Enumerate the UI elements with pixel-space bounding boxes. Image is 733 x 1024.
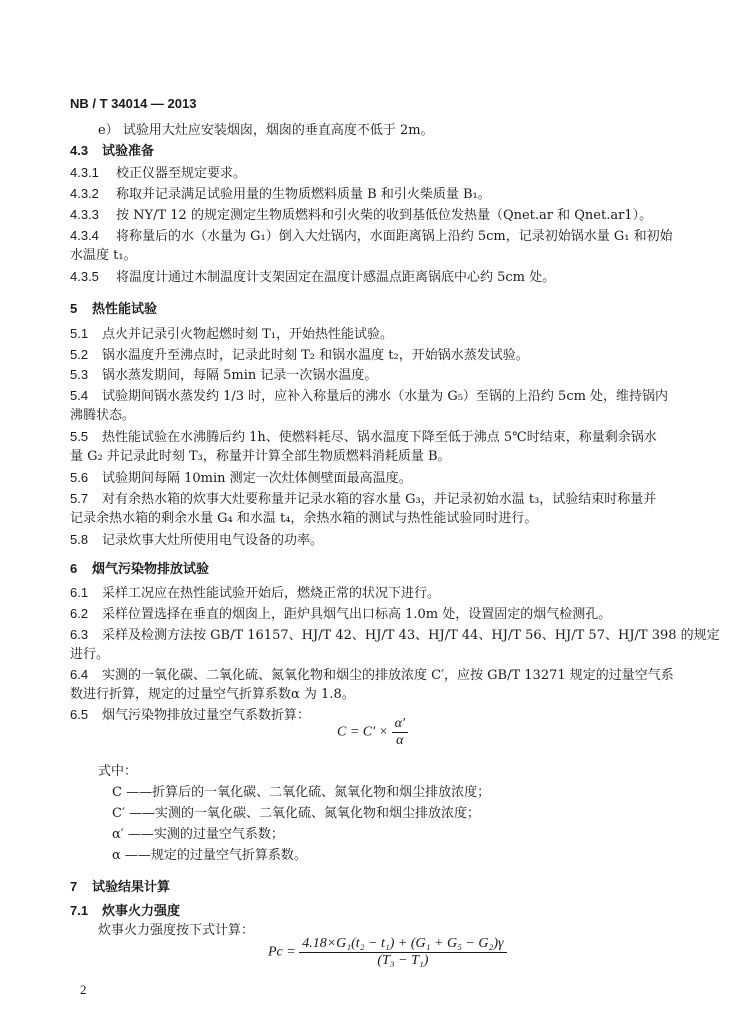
clause-6-2 [70, 605, 611, 624]
clause-text: 热性能试验在水沸腾后约 1h、使燃料耗尽、锅水温度下降至低于沸点 5℃时结束，称量剩余锅水 [102, 430, 657, 445]
clause-number: 5.3 [70, 367, 89, 382]
clause-text: 对有余热水箱的炊事大灶要称量并记录水箱的容水量 G₃，并记录初始水温 t₃，试验结束时称量并 [102, 492, 657, 507]
clause-5-7-cont: 记录余热水箱的剩余水量 G₄ 和水温 t₄，余热水箱的测试与热性能试验同时进行。 [70, 511, 538, 526]
clause-text: 记录炊事大灶所使用电气设备的功率。 [102, 533, 324, 548]
section-7-1-heading [70, 902, 180, 920]
clause-6-4 [70, 666, 674, 685]
clause-number: 6.1 [70, 585, 89, 600]
clause-number: 4.3.3 [70, 207, 99, 222]
section-title: 试验结果计算 [92, 879, 171, 894]
clause-number: 6.2 [70, 606, 89, 621]
clause-6-3 [70, 626, 720, 645]
clause-5-1 [70, 325, 393, 344]
clause-text: 将称量后的水（水量为 G₁）倒入大灶锅内，水面距离锅上沿约 5cm，记录初始锅水量 G₁ 和初始 [116, 229, 673, 244]
clause-text: 点火并记录引火物起燃时刻 T₁，开始热性能试验。 [102, 327, 394, 342]
clause-text: 采样及检测方法按 GB/T 16157、HJ/T 42、HJ/T 43、HJ/T 44、HJ/T 56、HJ/T 57、HJ/T 398 的规定 [102, 628, 720, 643]
clause-text: 称取并记录满足试验用量的生物质燃料质量 B 和引火柴质量 B₁。 [116, 187, 491, 202]
clause-text: 将温度计通过木制温度计支架固定在温度计感温点距离锅底中心约 5cm 处。 [116, 270, 556, 285]
section-title: 试验准备 [102, 143, 155, 158]
clause-text: 烟气污染物排放过量空气系数折算： [102, 708, 311, 723]
formula-fraction [299, 936, 506, 969]
clause-text: 采样位置选择在垂直的烟囱上，距炉具烟气出口标高 1.0m 处，设置固定的烟气检测孔。 [102, 607, 612, 622]
clause-text: 校正仪器至规定要求。 [116, 166, 247, 181]
clause-number: 6.3 [70, 627, 89, 642]
clause-5-6 [70, 469, 412, 488]
clause-5-4-cont: 沸腾状态。 [70, 408, 136, 423]
section-7-heading [70, 878, 170, 896]
clause-text: 实测的一氧化碳、二氧化硫、氮氧化物和烟尘的排放浓度 C′，应按 GB/T 13271 规定的过量空气系 [102, 668, 674, 683]
clause-5-2 [70, 346, 529, 365]
formula-lhs: Pc = [268, 944, 296, 960]
symbol-def-c-prime: C′ ——实测的一氧化碳、二氧化硫、氮氧化物和烟尘排放浓度； [112, 806, 481, 821]
clause-number: 5.4 [70, 388, 89, 403]
formula-lhs: C = C′ × [337, 724, 389, 740]
item-e: e） 试验用大灶应安装烟囱，烟囱的垂直高度不低于 2m。 [98, 123, 434, 138]
clause-number: 6.5 [70, 707, 89, 722]
symbol-def-c: C ——折算后的一氧化碳、二氧化硫、氮氧化物和烟尘排放浓度； [112, 785, 491, 800]
section-title: 烟气污染物排放试验 [92, 561, 210, 576]
clause-number: 4.3.1 [70, 165, 99, 180]
clause-number: 5.1 [70, 326, 89, 341]
clause-number: 4.3.5 [70, 269, 99, 284]
fraction-numerator: 4.18×G₁(t₂ − t₁) + (G₁ + G₅ − G₂)γ [299, 936, 506, 953]
formula-firepower [268, 936, 507, 969]
section-number: 6 [70, 561, 78, 576]
fraction-denominator: α [396, 733, 404, 748]
section-4-3-heading [70, 142, 154, 160]
clause-5-5 [70, 428, 657, 447]
clause-number: 5.5 [70, 429, 89, 444]
clause-number: 5.6 [70, 470, 89, 485]
clause-text: 试验期间锅水蒸发约 1/3 时，应补入称量后的沸水（水量为 G₅）至锅的上沿约 5cm 处，维持锅内 [102, 389, 669, 404]
clause-text: 采样工况应在热性能试验开始后，燃烧正常的状况下进行。 [102, 586, 441, 601]
clause-5-5-cont: 量 G₂ 并记录此时刻 T₃，称量并计算全部生物质燃料消耗质量 B。 [70, 449, 451, 464]
section-number: 7 [70, 879, 78, 894]
clause-text: 试验期间每隔 10min 测定一次灶体侧壁面最高温度。 [102, 471, 412, 486]
clause-4-3-5 [70, 268, 555, 287]
clause-text: 锅水温度升至沸点时，记录此时刻 T₂ 和锅水温度 t₂，开始锅水蒸发试验。 [102, 348, 529, 363]
clause-number: 5.7 [70, 491, 89, 506]
clause-4-3-3 [70, 206, 652, 225]
formula-intro: 炊事火力强度按下式计算： [98, 923, 255, 938]
clause-5-4 [70, 387, 668, 406]
section-6-heading [70, 560, 209, 578]
clause-5-7 [70, 490, 656, 509]
where-label: 式中： [98, 764, 138, 779]
clause-6-3-cont: 进行。 [70, 647, 110, 662]
section-5-heading [70, 300, 157, 318]
clause-6-5 [70, 706, 310, 725]
clause-text: 锅水蒸发期间，每隔 5min 记录一次锅水温度。 [102, 368, 378, 383]
fraction-numerator: α′ [392, 716, 408, 733]
clause-text: 按 NY/T 12 的规定测定生物质燃料和引火柴的收到基低位发热量（Qnet.ar 和 Qnet.ar1）。 [116, 208, 653, 223]
symbol-def-alpha: α ——规定的过量空气折算系数。 [112, 848, 307, 863]
clause-4-3-2 [70, 185, 491, 204]
section-number: 7.1 [70, 903, 89, 918]
clause-5-8 [70, 531, 323, 550]
section-number: 4.3 [70, 143, 89, 158]
symbol-def-alpha-prime: α′ ——实测的过量空气系数； [112, 827, 284, 842]
clause-4-3-4-cont: 水温度 t₁。 [70, 248, 137, 263]
clause-5-3 [70, 366, 377, 385]
clause-6-4-cont: 数进行折算，规定的过量空气折算系数α 为 1.8。 [70, 687, 355, 702]
clause-4-3-1 [70, 164, 246, 183]
clause-4-3-4 [70, 227, 673, 246]
section-number: 5 [70, 301, 78, 316]
clause-number: 4.3.2 [70, 186, 99, 201]
formula-excess-air [337, 716, 408, 749]
section-title: 热性能试验 [92, 301, 158, 316]
clause-6-1 [70, 584, 440, 603]
standard-header: NB / T 34014 — 2013 [70, 96, 197, 111]
clause-number: 5.2 [70, 347, 89, 362]
formula-fraction [392, 716, 408, 749]
clause-number: 5.8 [70, 532, 89, 547]
fraction-denominator: (T₃ − T₁) [377, 953, 429, 968]
clause-number: 6.4 [70, 667, 89, 682]
clause-number: 4.3.4 [70, 228, 99, 243]
section-title: 炊事火力强度 [102, 903, 181, 918]
page-number: 2 [80, 982, 87, 997]
